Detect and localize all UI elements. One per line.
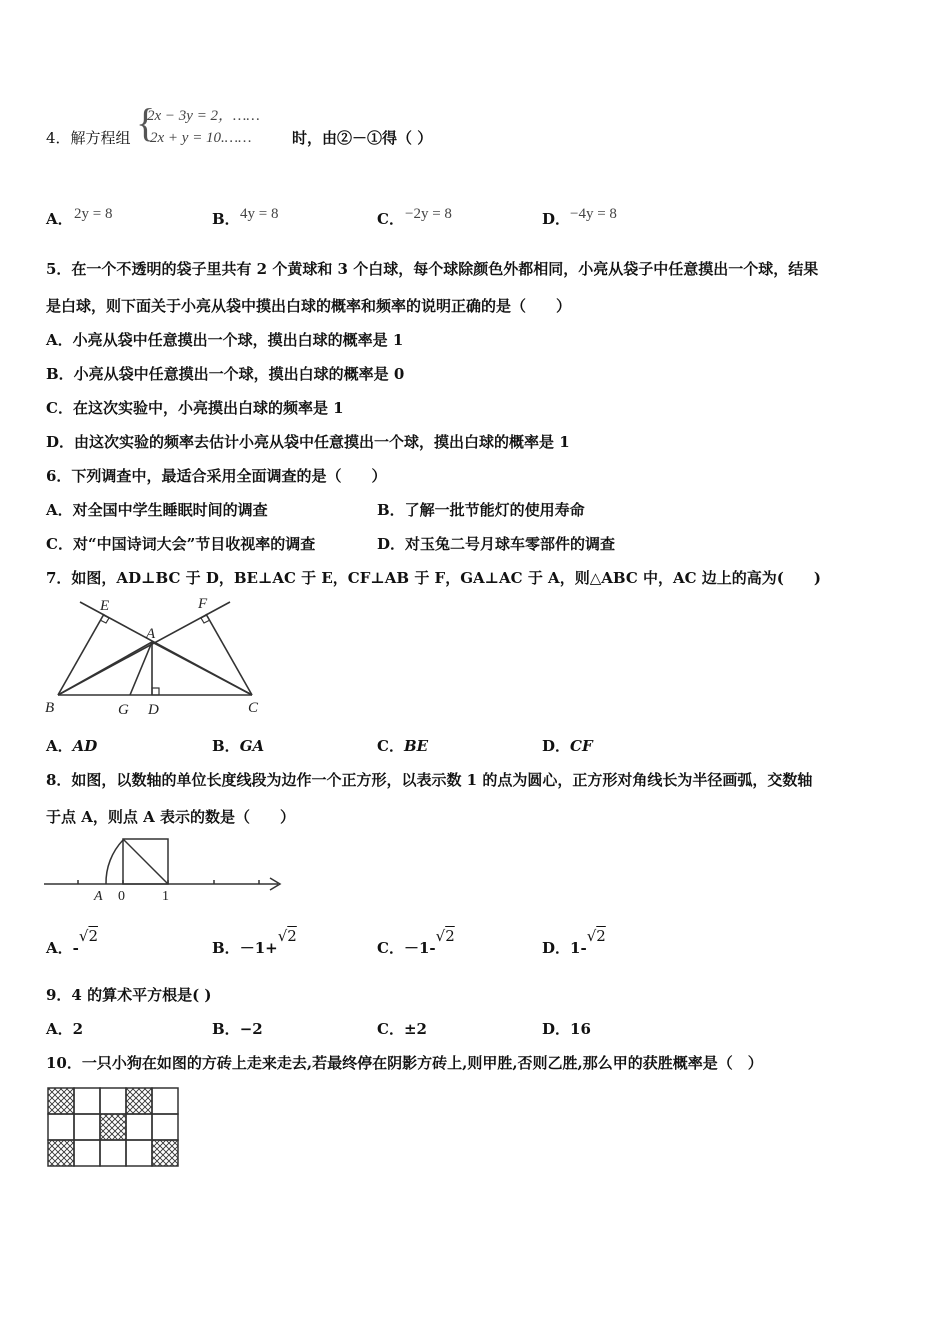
q6-option-c: C．对“中国诗词大会”节目收视率的调查 bbox=[46, 535, 316, 553]
q7-label-g: G bbox=[118, 702, 129, 718]
q6-option-d: D．对玉兔二号月球车零部件的调查 bbox=[377, 535, 616, 553]
q4-number: 4． bbox=[46, 129, 71, 147]
q6-stem: 6．下列调查中，最适合采用全面调查的是（ ） bbox=[46, 467, 387, 485]
q8-stem-line-2: 于点 A，则点 A 表示的数是（ ） bbox=[46, 808, 295, 826]
q9-option-c: C．±2 bbox=[377, 1020, 427, 1038]
plain-tile bbox=[48, 1114, 74, 1140]
q4-option-c: −2y = 8 bbox=[405, 206, 452, 222]
q4-stem-text: 解方程组 bbox=[70, 129, 131, 147]
q7-option-b: B．GA bbox=[212, 737, 265, 755]
plain-tile bbox=[74, 1088, 100, 1114]
q5-option-c: C．在这次实验中，小亮摸出白球的频率是 1 bbox=[46, 399, 344, 417]
q7-triangle-figure bbox=[40, 594, 280, 724]
q7-option-d: D．CF bbox=[542, 737, 593, 755]
q7-label-f: F bbox=[198, 596, 208, 612]
q5-stem-line-1: 5．在一个不透明的袋子里共有 2 个黄球和 3 个白球，每个球除颜色外都相同，小亮从袋子中任意摸出一个球，结果 bbox=[46, 260, 819, 278]
q8-number-line-figure bbox=[42, 834, 287, 910]
plain-tile bbox=[100, 1088, 126, 1114]
sqrt-icon: √2 bbox=[78, 927, 98, 945]
q7-option-a: A．AD bbox=[46, 737, 98, 755]
q8-arc bbox=[106, 840, 123, 884]
sqrt-icon: √2 bbox=[586, 927, 606, 945]
q7-label-b: B bbox=[45, 700, 55, 716]
q5-option-d: D．由这次实验的频率去估计小亮从袋中任意摸出一个球，摸出白球的概率是 1 bbox=[46, 433, 570, 451]
q7-label-d: D bbox=[148, 702, 159, 718]
q9-stem: 9．4 的算术平方根是( ) bbox=[46, 986, 212, 1004]
q6-option-a: A．对全国中学生睡眠时间的调查 bbox=[46, 501, 268, 519]
q5-stem-line-2: 是白球，则下面关于小亮从袋中摸出白球的概率和频率的说明正确的是（ ） bbox=[46, 297, 572, 315]
q4-tail: 时，由②－①得（ ） bbox=[292, 129, 433, 147]
q4-option-d-label: D． bbox=[542, 210, 571, 228]
q6-option-b: B．了解一批节能灯的使用寿命 bbox=[377, 501, 585, 519]
plain-tile bbox=[74, 1140, 100, 1166]
q4-equation-2: 2x + y = 10.…… bbox=[150, 130, 252, 146]
q7-label-e: E bbox=[100, 598, 110, 614]
q8-option-d: D．1-√2 bbox=[542, 927, 606, 957]
q8-label-zero: 0 bbox=[118, 889, 125, 904]
plain-tile bbox=[126, 1140, 152, 1166]
q9-option-b: B．−2 bbox=[212, 1020, 263, 1038]
q8-stem-line-1: 8．如图，以数轴的单位长度线段为边作一个正方形，以表示数 1 的点为圆心，正方形对角线长为半径画弧，交数轴 bbox=[46, 771, 813, 789]
q7-stem: 7．如图，AD⊥BC 于 D，BE⊥AC 于 E，CF⊥AB 于 F，GA⊥AC 于 A，则△ABC 中，AC 边上的高为( ) bbox=[46, 569, 821, 587]
q8-option-a: A．-√2 bbox=[46, 927, 98, 957]
q5-option-a: A．小亮从袋中任意摸出一个球，摸出白球的概率是 1 bbox=[46, 331, 404, 349]
q7-line-ab bbox=[58, 642, 152, 695]
q4-option-d: −4y = 8 bbox=[570, 206, 617, 222]
plain-tile bbox=[152, 1088, 178, 1114]
q5-option-b: B．小亮从袋中任意摸出一个球，摸出白球的概率是 0 bbox=[46, 365, 405, 383]
q10-stem: 10．一只小狗在如图的方砖上走来走去,若最终停在阴影方砖上,则甲胜,否则乙胜,那么甲的获胜概率是（ ） bbox=[46, 1054, 763, 1072]
q8-option-c: C．－1-√2 bbox=[377, 927, 455, 957]
q9-option-a: A．2 bbox=[46, 1020, 84, 1038]
q7-option-c: C．BE bbox=[377, 737, 429, 755]
q10-tile-grid bbox=[46, 1086, 182, 1168]
sqrt-icon: √2 bbox=[277, 927, 297, 945]
q4-equation-1: 2x − 3y = 2，…… bbox=[147, 108, 260, 124]
q4-option-b: 4y = 8 bbox=[240, 206, 279, 222]
sqrt-icon: √2 bbox=[435, 927, 455, 945]
shaded-tile bbox=[100, 1114, 126, 1140]
q4-brace: { bbox=[136, 100, 156, 145]
plain-tile bbox=[74, 1114, 100, 1140]
q4-option-b-label: B． bbox=[212, 210, 240, 228]
q4-option-a: 2y = 8 bbox=[74, 206, 113, 222]
shaded-tile bbox=[48, 1088, 74, 1114]
q4-stem bbox=[46, 128, 131, 148]
q4-option-a-label: A． bbox=[46, 210, 73, 228]
shaded-tile bbox=[152, 1140, 178, 1166]
q4-option-c-label: C． bbox=[377, 210, 404, 228]
q8-label-a: A bbox=[94, 889, 103, 904]
shaded-tile bbox=[126, 1088, 152, 1114]
q8-diagonal bbox=[123, 839, 168, 884]
plain-tile bbox=[126, 1114, 152, 1140]
shaded-tile bbox=[48, 1140, 74, 1166]
q7-label-c: C bbox=[248, 700, 259, 716]
plain-tile bbox=[152, 1114, 178, 1140]
q7-label-a: A bbox=[146, 626, 156, 642]
q8-option-b: B．－1+√2 bbox=[212, 927, 297, 957]
q9-option-d: D．16 bbox=[542, 1020, 591, 1038]
plain-tile bbox=[100, 1140, 126, 1166]
q7-right-angle-d bbox=[152, 688, 159, 695]
q8-label-one: 1 bbox=[162, 889, 169, 904]
